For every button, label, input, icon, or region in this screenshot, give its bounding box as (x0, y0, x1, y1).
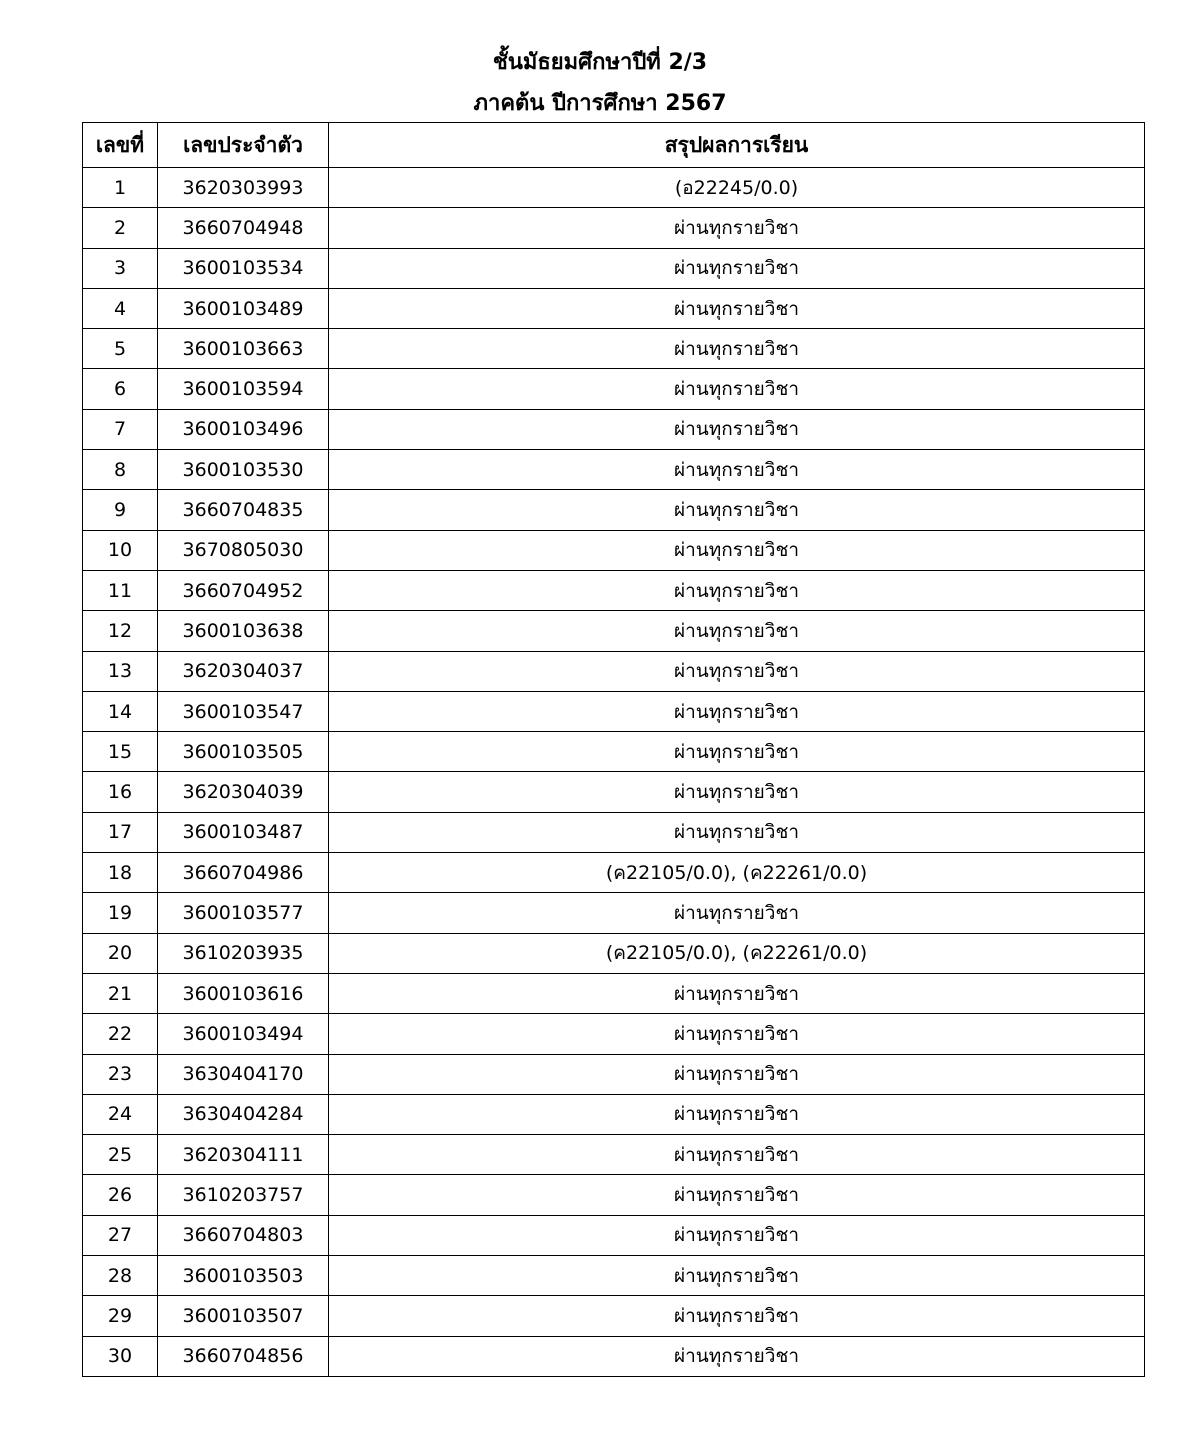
table-row (83, 1336, 1145, 1376)
cell-student-id: 3660704856 (158, 1336, 329, 1376)
cell-number: 26 (83, 1175, 158, 1215)
cell-number: 10 (83, 530, 158, 570)
cell-student-id: 3630404284 (158, 1094, 329, 1134)
cell-number: 17 (83, 812, 158, 852)
cell-student-id: 3600103577 (158, 893, 329, 933)
table-header-row (83, 123, 1145, 168)
table-row (83, 651, 1145, 691)
table-row (83, 893, 1145, 933)
table-row (83, 329, 1145, 369)
cell-result: ผ่านทุกรายวิชา (329, 1175, 1145, 1215)
cell-student-id: 3600103530 (158, 450, 329, 490)
cell-number: 9 (83, 490, 158, 530)
table-row (83, 1135, 1145, 1175)
table-row (83, 530, 1145, 570)
cell-number: 23 (83, 1054, 158, 1094)
cell-result: ผ่านทุกรายวิชา (329, 248, 1145, 288)
cell-result: ผ่านทุกรายวิชา (329, 611, 1145, 651)
table-row (83, 1054, 1145, 1094)
cell-result: ผ่านทุกรายวิชา (329, 1135, 1145, 1175)
cell-student-id: 3600103638 (158, 611, 329, 651)
cell-result: ผ่านทุกรายวิชา (329, 893, 1145, 933)
cell-number: 6 (83, 369, 158, 409)
results-table (82, 122, 1145, 1377)
cell-number: 14 (83, 691, 158, 731)
cell-result: (ค22105/0.0), (ค22261/0.0) (329, 853, 1145, 893)
table-row (83, 208, 1145, 248)
table-body (83, 168, 1145, 1377)
cell-number: 7 (83, 409, 158, 449)
cell-student-id: 3630404170 (158, 1054, 329, 1094)
cell-number: 29 (83, 1296, 158, 1336)
table-row (83, 732, 1145, 772)
cell-number: 2 (83, 208, 158, 248)
cell-number: 1 (83, 168, 158, 208)
cell-result: ผ่านทุกรายวิชา (329, 732, 1145, 772)
table-row (83, 1014, 1145, 1054)
column-header-student-id: เลขประจำตัว (158, 123, 329, 168)
cell-result: ผ่านทุกรายวิชา (329, 409, 1145, 449)
cell-number: 4 (83, 288, 158, 328)
cell-number: 16 (83, 772, 158, 812)
table-row (83, 369, 1145, 409)
cell-number: 19 (83, 893, 158, 933)
table-row (83, 490, 1145, 530)
page-title: ชั้นมัธยมศึกษาปีที่ 2/3 (492, 50, 708, 75)
table-row (83, 409, 1145, 449)
cell-result: ผ่านทุกรายวิชา (329, 208, 1145, 248)
cell-result: ผ่านทุกรายวิชา (329, 1215, 1145, 1255)
cell-result: ผ่านทุกรายวิชา (329, 1054, 1145, 1094)
cell-result: ผ่านทุกรายวิชา (329, 490, 1145, 530)
cell-student-id: 3600103616 (158, 973, 329, 1013)
table-row (83, 1094, 1145, 1134)
cell-result: ผ่านทุกรายวิชา (329, 772, 1145, 812)
cell-number: 28 (83, 1256, 158, 1296)
cell-number: 3 (83, 248, 158, 288)
cell-student-id: 3600103547 (158, 691, 329, 731)
cell-number: 24 (83, 1094, 158, 1134)
table-row (83, 772, 1145, 812)
cell-student-id: 3660704948 (158, 208, 329, 248)
cell-student-id: 3660704803 (158, 1215, 329, 1255)
cell-result: ผ่านทุกรายวิชา (329, 369, 1145, 409)
cell-number: 30 (83, 1336, 158, 1376)
column-header-number: เลขที่ (83, 123, 158, 168)
cell-result: ผ่านทุกรายวิชา (329, 530, 1145, 570)
cell-number: 25 (83, 1135, 158, 1175)
cell-student-id: 3600103663 (158, 329, 329, 369)
cell-number: 13 (83, 651, 158, 691)
cell-student-id: 3610203935 (158, 933, 329, 973)
cell-student-id: 3600103487 (158, 812, 329, 852)
table-row (83, 288, 1145, 328)
table-row (83, 248, 1145, 288)
cell-result: ผ่านทุกรายวิชา (329, 1336, 1145, 1376)
cell-student-id: 3660704952 (158, 570, 329, 610)
table-row (83, 933, 1145, 973)
cell-student-id: 3660704835 (158, 490, 329, 530)
table-row (83, 1256, 1145, 1296)
table-row (83, 611, 1145, 651)
cell-student-id: 3620304037 (158, 651, 329, 691)
cell-student-id: 3620304111 (158, 1135, 329, 1175)
table-row (83, 570, 1145, 610)
table-row (83, 853, 1145, 893)
cell-result: ผ่านทุกรายวิชา (329, 973, 1145, 1013)
cell-result: ผ่านทุกรายวิชา (329, 288, 1145, 328)
cell-result: (ค22105/0.0), (ค22261/0.0) (329, 933, 1145, 973)
cell-student-id: 3660704986 (158, 853, 329, 893)
cell-student-id: 3620304039 (158, 772, 329, 812)
cell-number: 11 (83, 570, 158, 610)
table-row (83, 1296, 1145, 1336)
page-subtitle: ภาคต้น ปีการศึกษา 2567 (473, 91, 727, 116)
cell-number: 5 (83, 329, 158, 369)
cell-number: 27 (83, 1215, 158, 1255)
cell-result: ผ่านทุกรายวิชา (329, 1296, 1145, 1336)
cell-result: (อ22245/0.0) (329, 168, 1145, 208)
table-row (83, 168, 1145, 208)
cell-student-id: 3600103494 (158, 1014, 329, 1054)
cell-student-id: 3600103505 (158, 732, 329, 772)
cell-number: 8 (83, 450, 158, 490)
cell-student-id: 3600103507 (158, 1296, 329, 1336)
cell-student-id: 3600103534 (158, 248, 329, 288)
column-header-result: สรุปผลการเรียน (329, 123, 1145, 168)
cell-student-id: 3600103496 (158, 409, 329, 449)
cell-number: 12 (83, 611, 158, 651)
cell-result: ผ่านทุกรายวิชา (329, 812, 1145, 852)
table-row (83, 973, 1145, 1013)
table-row (83, 1175, 1145, 1215)
cell-student-id: 3600103489 (158, 288, 329, 328)
cell-number: 20 (83, 933, 158, 973)
table-row (83, 691, 1145, 731)
cell-result: ผ่านทุกรายวิชา (329, 1256, 1145, 1296)
cell-number: 21 (83, 973, 158, 1013)
cell-number: 22 (83, 1014, 158, 1054)
cell-student-id: 3610203757 (158, 1175, 329, 1215)
cell-result: ผ่านทุกรายวิชา (329, 651, 1145, 691)
cell-result: ผ่านทุกรายวิชา (329, 1014, 1145, 1054)
cell-result: ผ่านทุกรายวิชา (329, 450, 1145, 490)
table-row (83, 450, 1145, 490)
cell-result: ผ่านทุกรายวิชา (329, 329, 1145, 369)
table-row (83, 1215, 1145, 1255)
cell-student-id: 3620303993 (158, 168, 329, 208)
cell-number: 15 (83, 732, 158, 772)
cell-student-id: 3670805030 (158, 530, 329, 570)
cell-result: ผ่านทุกรายวิชา (329, 570, 1145, 610)
cell-result: ผ่านทุกรายวิชา (329, 691, 1145, 731)
cell-student-id: 3600103503 (158, 1256, 329, 1296)
cell-student-id: 3600103594 (158, 369, 329, 409)
table-row (83, 812, 1145, 852)
cell-result: ผ่านทุกรายวิชา (329, 1094, 1145, 1134)
cell-number: 18 (83, 853, 158, 893)
